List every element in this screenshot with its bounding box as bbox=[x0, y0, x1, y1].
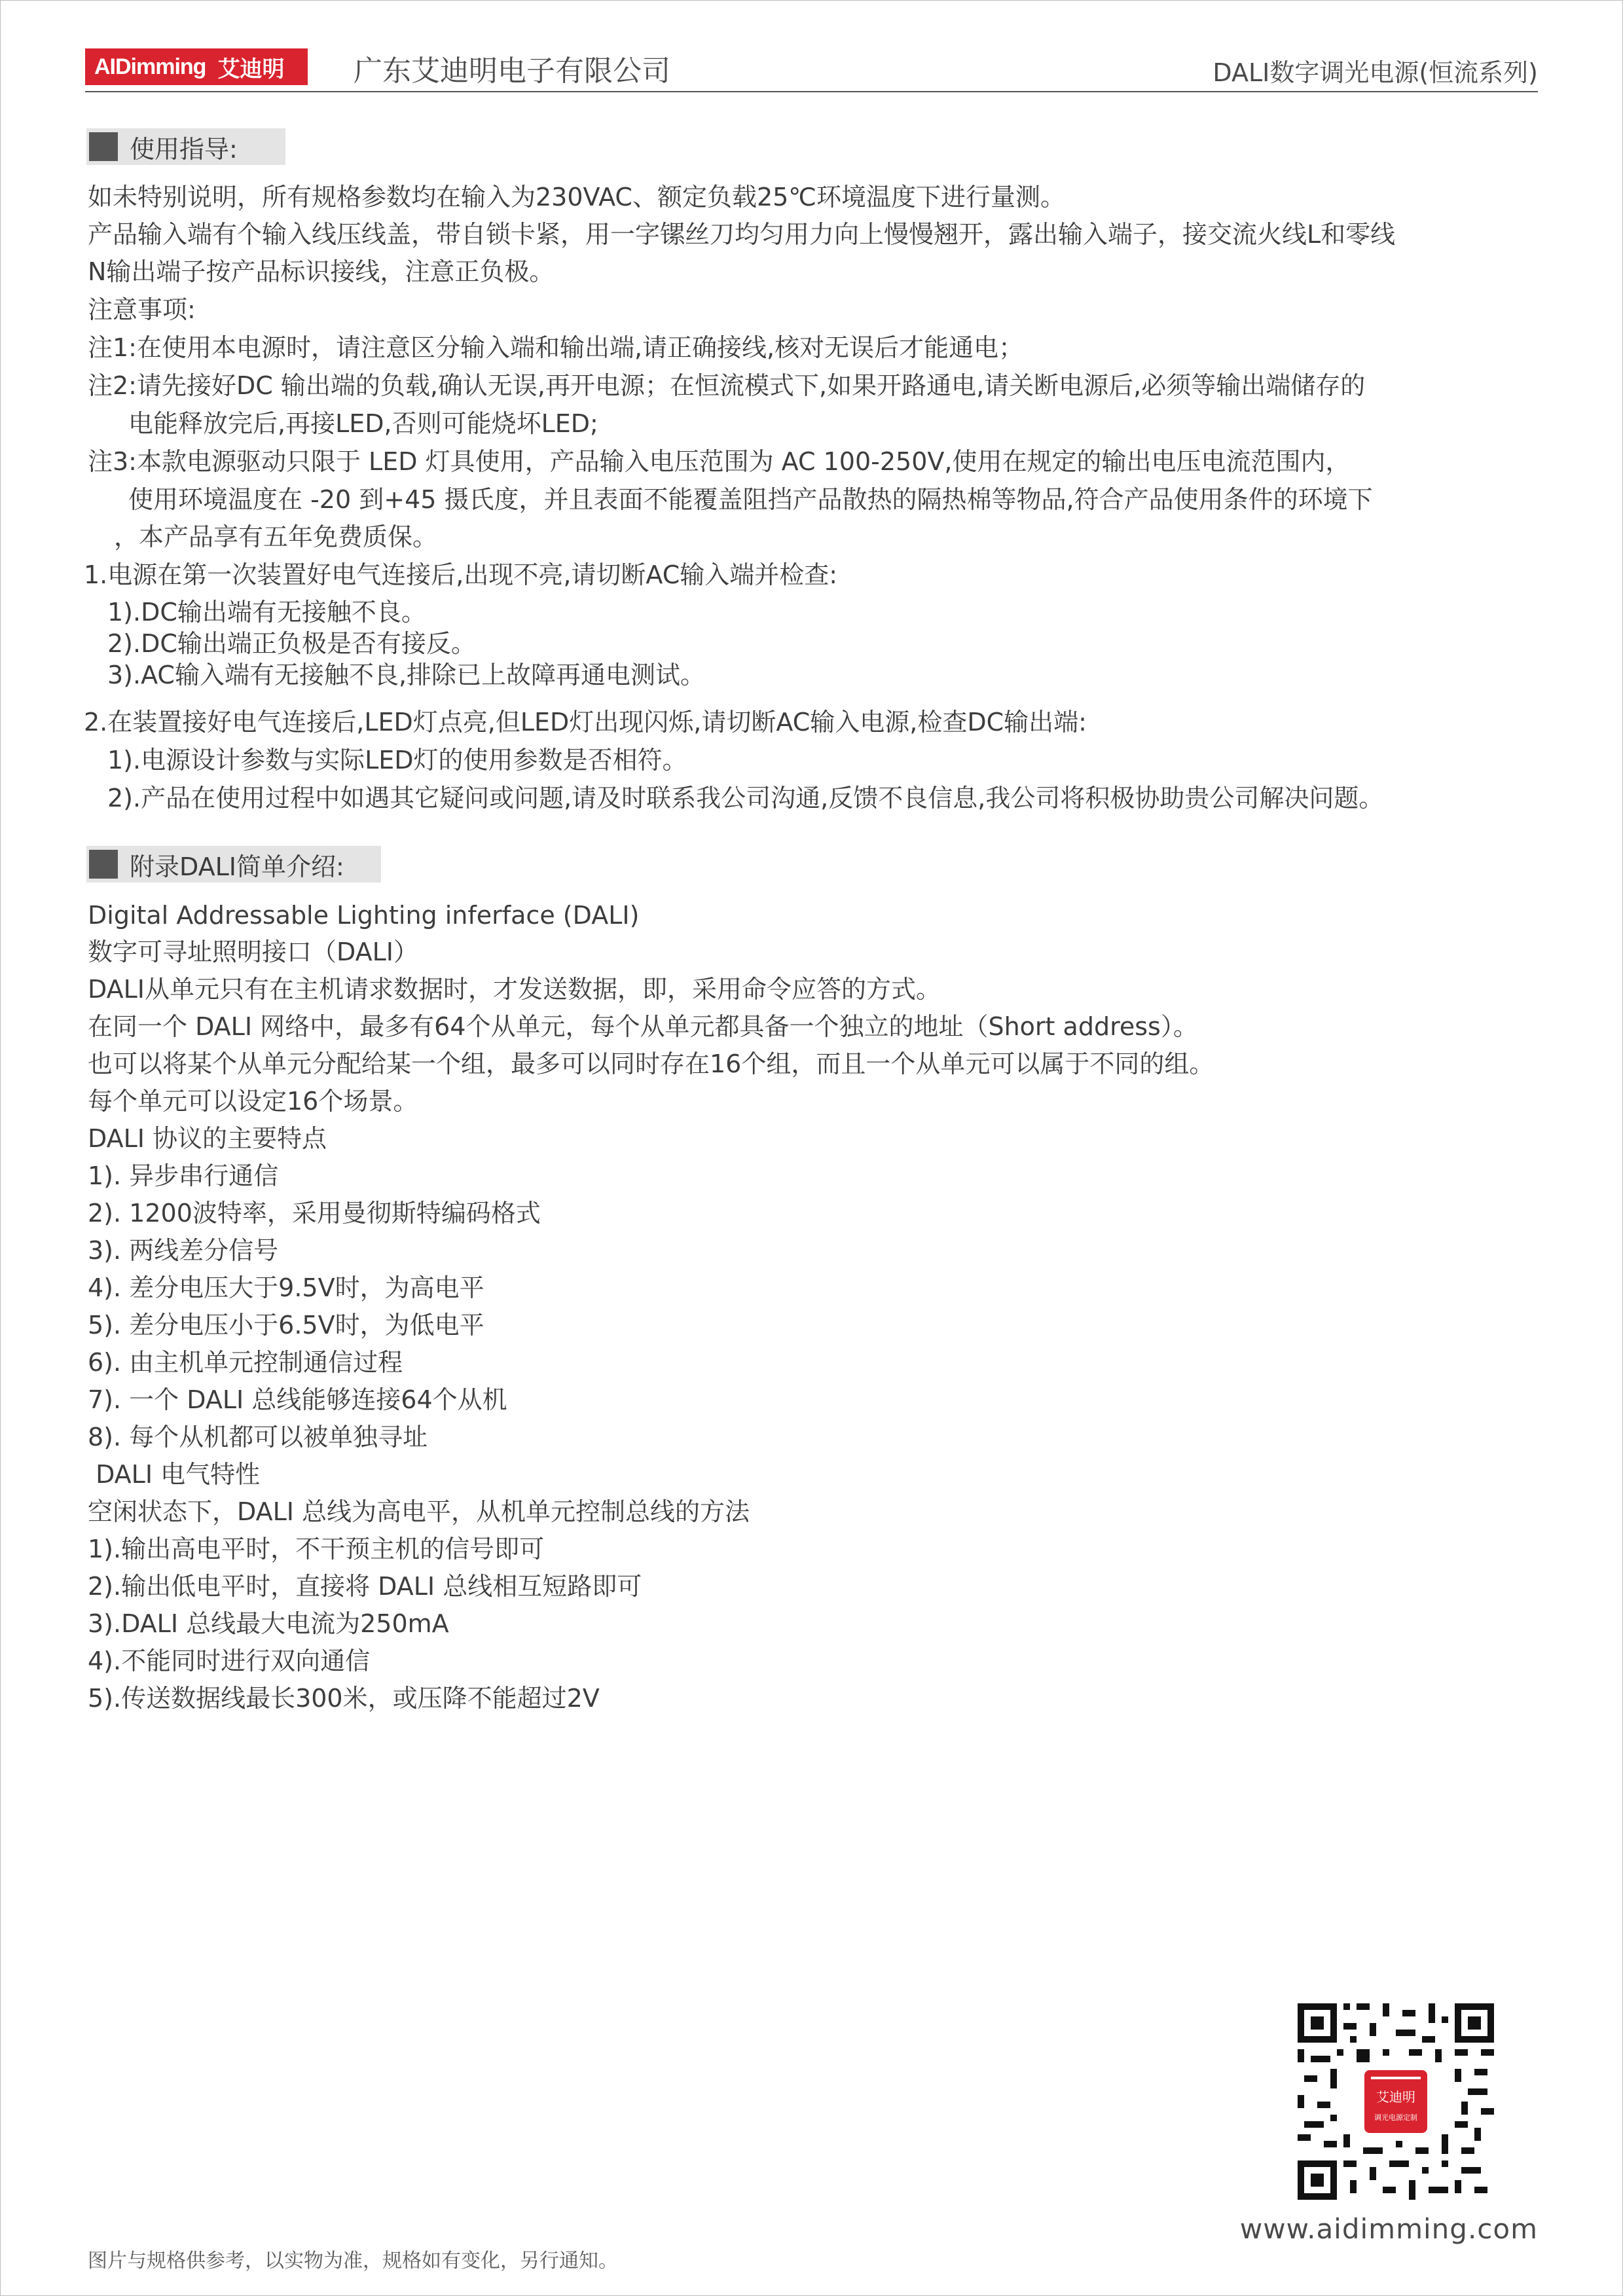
section-title: 附录DALI简单介绍: bbox=[130, 852, 344, 881]
section-heading-dali bbox=[86, 846, 381, 883]
footer-disclaimer: 图片与规格供参考，以实物为准，规格如有变化，另行通知。 bbox=[88, 2250, 618, 2272]
paragraph-line: 数字可寻址照明接口（DALI） bbox=[88, 938, 418, 966]
heading-square-icon bbox=[89, 132, 118, 161]
paragraph-line: DALI从单元只有在主机请求数据时，才发送数据，即，采用命令应答的方式。 bbox=[88, 975, 941, 1004]
note-line: 电能释放完后,再接LED,否则可能烧坏LED; bbox=[128, 409, 598, 438]
list-item: 3). 两线差分信号 bbox=[88, 1236, 279, 1265]
paragraph-line: 产品输入端有个输入线压线盖，带自锁卡紧，用一字镙丝刀均匀用力向上慢慢翘开，露出输入端子，接交流火线L和零线 bbox=[88, 220, 1396, 249]
list-item: 4).不能同时进行双向通信 bbox=[88, 1647, 371, 1675]
list-item: 2). 1200波特率，采用曼彻斯特编码格式 bbox=[88, 1199, 541, 1228]
paragraph-line: 在同一个 DALI 网络中，最多有64个从单元，每个从单元都具备一个独立的地址（Short address）。 bbox=[88, 1012, 1198, 1041]
paragraph-line: 空闲状态下，DALI 总线为高电平，从机单元控制总线的方法 bbox=[88, 1497, 750, 1526]
section-title: 使用指导: bbox=[130, 134, 238, 164]
paragraph-line: 也可以将某个从单元分配给某一个组，最多可以同时存在16个组，而且一个从单元可以属于不同的组。 bbox=[88, 1049, 1214, 1078]
list-item: 1).输出高电平时，不干预主机的信号即可 bbox=[88, 1535, 545, 1563]
note-line: 使用环境温度在 -20 到+45 摄氏度，并且表面不能覆盖阻挡产品散热的隔热棉等物品,符合产品使用条件的环境下 bbox=[128, 485, 1373, 514]
list-item: 1).DC输出端有无接触不良。 bbox=[107, 598, 426, 627]
list-item: 6). 由主机单元控制通信过程 bbox=[88, 1348, 403, 1377]
paragraph-line: N输出端子按产品标识接线，注意正负极。 bbox=[88, 257, 555, 286]
heading-square-icon bbox=[89, 850, 118, 879]
logo-text-en: AIDimming bbox=[94, 54, 206, 79]
logo-text-cn: 艾迪明 bbox=[217, 56, 285, 82]
list-item: 2).产品在使用过程中如遇其它疑问或问题,请及时联系我公司沟通,反馈不良信息,我公司将积极协助贵公司解决问题。 bbox=[107, 784, 1384, 812]
note-line: ，本产品享有五年免费质保。 bbox=[114, 522, 438, 551]
qr-center-sublabel: 调光电源定制 bbox=[1374, 2113, 1417, 2122]
list-item: 2.在装置接好电气连接后,LED灯点亮,但LED灯出现闪烁,请切断AC输入电源,检查DC输出端: bbox=[84, 708, 1087, 737]
list-item: 3).DALI 总线最大电流为250mA bbox=[88, 1609, 449, 1638]
paragraph-line: 如未特别说明，所有规格参数均在输入为230VAC、额定负载25℃环境温度下进行量测。 bbox=[88, 183, 1065, 211]
note-line: 注3:本款电源驱动只限于 LED 灯具使用，产品输入电压范围为 AC 100-250V,使用在规定的输出电压电流范围内， bbox=[88, 447, 1351, 476]
list-item: 5). 差分电压小于6.5V时，为低电平 bbox=[88, 1311, 484, 1339]
website-url[interactable]: www.aidimming.com bbox=[1239, 2213, 1538, 2245]
list-item: 2).DC输出端正负极是否有接反。 bbox=[107, 629, 476, 658]
paragraph-line: 每个单元可以设定16个场景。 bbox=[88, 1087, 418, 1116]
company-name: 广东艾迪明电子有限公司 bbox=[354, 54, 670, 88]
list-item: 1.电源在第一次装置好电气连接后,出现不亮,请切断AC输入端并检查: bbox=[84, 560, 838, 589]
brand-logo bbox=[85, 48, 308, 85]
list-item: 2).输出低电平时，直接将 DALI 总线相互短路即可 bbox=[88, 1572, 642, 1601]
qr-code bbox=[1298, 2003, 1494, 2200]
paragraph-line: DALI 协议的主要特点 bbox=[88, 1124, 327, 1153]
qr-center-label: 艾迪明 bbox=[1376, 2089, 1415, 2105]
list-item: 8). 每个从机都可以被单独寻址 bbox=[88, 1423, 428, 1451]
list-item: 1). 异步串行通信 bbox=[88, 1161, 279, 1190]
list-item: 4). 差分电压大于9.5V时，为高电平 bbox=[88, 1273, 484, 1302]
note-line: 注1:在使用本电源时，请注意区分输入端和输出端,请正确接线,核对无误后才能通电； bbox=[88, 333, 1024, 362]
product-series: DALI数字调光电源(恒流系列) bbox=[1213, 58, 1538, 87]
list-item: 3).AC输入端有无接触不良,排除已上故障再通电测试。 bbox=[107, 661, 706, 689]
list-item: 7). 一个 DALI 总线能够连接64个从机 bbox=[88, 1385, 507, 1414]
paragraph-line: Digital Addressable Lighting inferface (DALI) bbox=[88, 901, 640, 930]
paragraph-line: DALI 电气特性 bbox=[88, 1460, 261, 1489]
paragraph-line: 注意事项: bbox=[88, 295, 196, 324]
list-item: 1).电源设计参数与实际LED灯的使用参数是否相符。 bbox=[107, 746, 687, 774]
note-line: 注2:请先接好DC 输出端的负载,确认无误,再开电源；在恒流模式下,如果开路通电,请关断电源后,必须等输出端储存的 bbox=[88, 371, 1366, 400]
section-heading-usage bbox=[86, 128, 285, 165]
list-item: 5).传送数据线最长300米，或压降不能超过2V bbox=[88, 1684, 600, 1713]
header-divider bbox=[85, 91, 1538, 92]
